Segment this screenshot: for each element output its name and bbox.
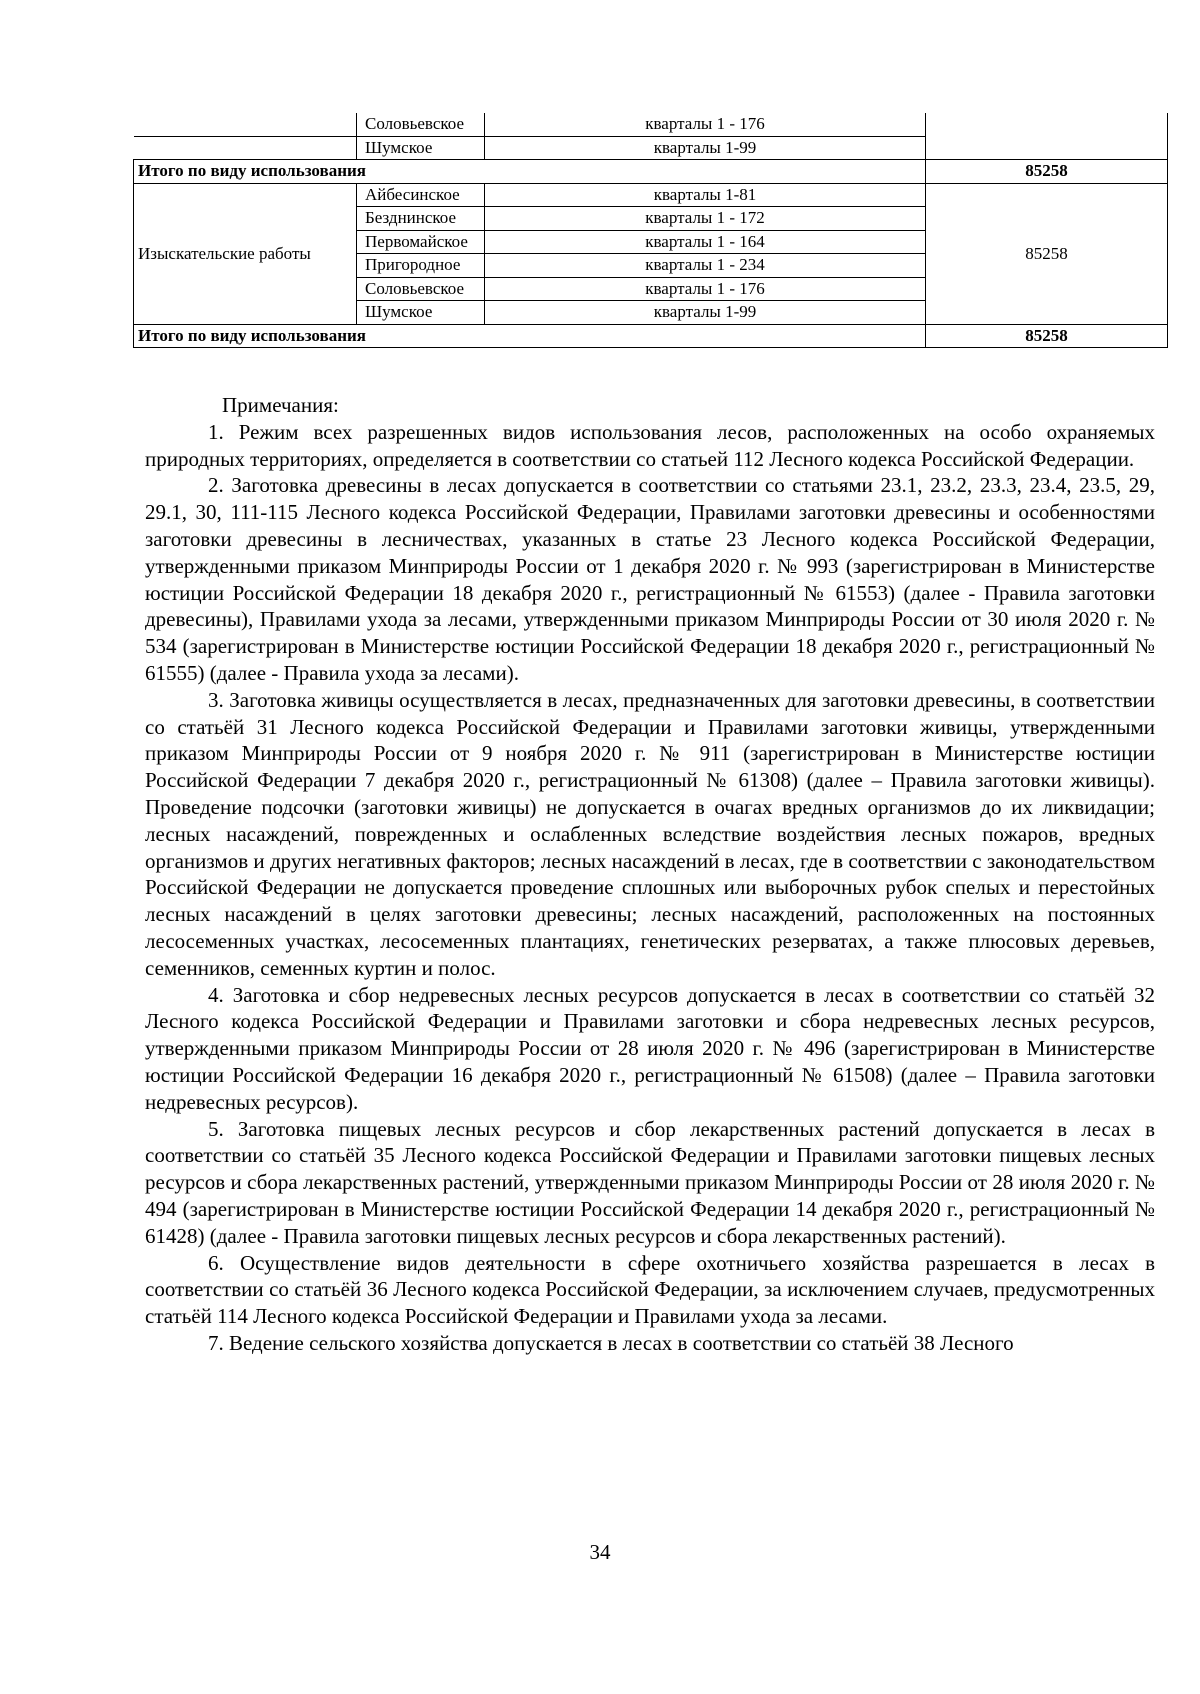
note-paragraph: 4. Заготовка и сбор недревесных лесных ресурсов допускается в лесах в соответствии со статьёй 32 Лесного кодекса Российской Федерации и Правилами заготовки и сбора недревесных лесных ресурсов, утвержденными приказом Минприроды России от 28 июля 2020 г. № 496 (зарегистрирован в Министерстве юстиции Российской Федерации 16 декабря 2020 г., регистрационный № 61508) (далее – Правила заготовки недревесных ресурсов). xyxy=(145,982,1155,1114)
note-paragraph: 5. Заготовка пищевых лесных ресурсов и сбор лекарственных растений допускается в лесах в соответствии со статьёй 35 Лесного кодекса Российской Федерации и Правилами заготовки пищевых лесных ресурсов и сбора лекарственных растений, утвержденными приказом Минприроды России от 28 июля 2020 г. № 494 (зарегистрирован в Министерстве юстиции Российской Федерации 14 декабря 2020 г., регистрационный № 61428) (далее - Правила заготовки пищевых лесных ресурсов и сбора лекарственных растений). xyxy=(145,1116,1155,1248)
note-paragraph: 3. Заготовка живицы осуществляется в лесах, предназначенных для заготовки древесины, в соответствии со статьёй 31 Лесного кодекса Российской Федерации и Правилами заготовки живицы, утвержденными приказом Минприроды России от 9 ноября 2020 г. № 911 (зарегистрирован в Министерстве юстиции Российской Федерации 7 декабря 2020 г., регистрационный № 61308) (далее – Правила заготовки живицы). Проведение подсочки (заготовки живицы) не допускается в очагах вредных организмов до их ликвидации; лесных насаждений, поврежденных и ослабленных вследствие воздействия лесных пожаров, вредных организмов и других негативных факторов; лесных насаждений в лесах, где в соответствии с законодательством Российской Федерации не допускается проведение сплошных или выборочных рубок спелых и перестойных лесных насаждений в целях заготовки древесины; лесных насаждений, расположенных на постоянных лесосеменных участках, лесосеменных плантациях, генетических резерватах, а также плюсовых деревьев, семенников, семенных куртин и полос. xyxy=(145,687,1155,980)
total-value: 85258 xyxy=(926,160,1168,184)
lesnichestvo-cell: Соловьевское xyxy=(357,113,485,136)
kvartaly-cell: кварталы 1 - 164 xyxy=(485,230,926,254)
lesnichestvo-cell: Айбесинское xyxy=(357,183,485,207)
kvartaly-cell: кварталы 1 - 172 xyxy=(485,207,926,231)
notes-title: Примечания: xyxy=(222,393,339,417)
kvartaly-cell: кварталы 1-99 xyxy=(485,136,926,160)
table-row xyxy=(134,183,1168,207)
kvartaly-cell: кварталы 1 - 176 xyxy=(485,113,926,136)
page-number: 34 xyxy=(589,1540,611,1564)
vid-ispolzovaniya-cell: Изыскательские работы xyxy=(134,183,357,324)
total-label: Итого по виду использования xyxy=(134,324,926,348)
empty-vid-cell xyxy=(134,113,357,136)
lesnichestvo-cell: Первомайское xyxy=(357,230,485,254)
total-row xyxy=(134,160,1168,184)
lesnichestvo-cell: Шумское xyxy=(357,136,485,160)
note-paragraph: 7. Ведение сельского хозяйства допускается в лесах в соответствии со статьёй 38 Лесного xyxy=(208,1330,1014,1355)
kvartaly-cell: кварталы 1 - 176 xyxy=(485,277,926,301)
lesnichestvo-cell: Шумское xyxy=(357,301,485,325)
empty-vid-cell xyxy=(134,136,357,160)
area-cell: 85258 xyxy=(926,183,1168,324)
table-row xyxy=(134,113,1168,136)
total-label: Итого по виду использования xyxy=(134,160,926,184)
lesnichestvo-cell: Пригородное xyxy=(357,254,485,278)
lesnichestvo-cell: Безднинское xyxy=(357,207,485,231)
note-paragraph: 1. Режим всех разрешенных видов использования лесов, расположенных на особо охраняемых природных территориях, определяется в соответствии со статьей 112 Лесного кодекса Российской Федерации. xyxy=(145,419,1155,471)
kvartaly-cell: кварталы 1-81 xyxy=(485,183,926,207)
empty-area-cell xyxy=(926,113,1168,160)
note-paragraph: 6. Осуществление видов деятельности в сфере охотничьего хозяйства разрешается в лесах в соответствии со статьёй 36 Лесного кодекса Российской Федерации, за исключением случаев, предусмотренных статьёй 114 Лесного кодекса Российской Федерации и Правилами ухода за лесами. xyxy=(145,1250,1155,1329)
notes-section xyxy=(145,392,1155,1357)
lesnichestvo-cell: Соловьевское xyxy=(357,277,485,301)
total-value: 85258 xyxy=(926,324,1168,348)
kvartaly-cell: кварталы 1 - 234 xyxy=(485,254,926,278)
note-paragraph: 2. Заготовка древесины в лесах допускается в соответствии со статьями 23.1, 23.2, 23.3, 23.4, 23.5, 29, 29.1, 30, 111-115 Лесного кодекса Российской Федерации, Правилами заготовки древесины и особенностями заготовки древесины в лесничествах, указанных в статье 23 Лесного кодекса Российской Федерации, утвержденными приказом Минприроды России от 1 декабря 2020 г. № 993 (зарегистрирован в Министерстве юстиции Российской Федерации 18 декабря 2020 г., регистрационный № 61553) (далее - Правила заготовки древесины), Правилами ухода за лесами, утвержденными приказом Минприроды России от 30 июля 2020 г. № 534 (зарегистрирован в Министерстве юстиции Российской Федерации 18 декабря 2020 г., регистрационный № 61555) (далее - Правила ухода за лесами). xyxy=(145,473,1155,685)
forest-use-table xyxy=(133,113,1168,348)
total-row xyxy=(134,324,1168,348)
kvartaly-cell: кварталы 1-99 xyxy=(485,301,926,325)
